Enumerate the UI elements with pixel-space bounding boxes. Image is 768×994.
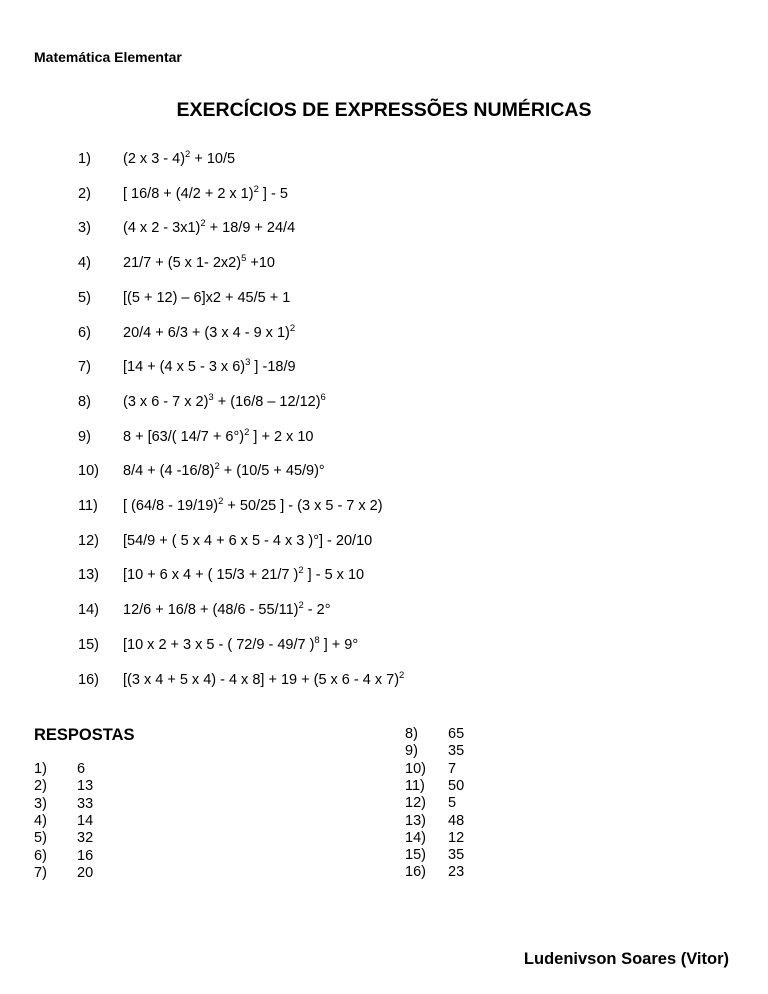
answer-value: 16	[77, 847, 94, 864]
answer-value: 35	[448, 743, 465, 760]
exercise-number: 9)	[78, 428, 91, 445]
answer-value: 65	[448, 726, 465, 742]
expression-text: 8/4 + (4 -16/8)	[123, 463, 215, 480]
answer-value: 50	[448, 777, 465, 794]
exponent: 2	[244, 426, 250, 438]
page-title: EXERCÍCIOS DE EXPRESSÕES NUMÉRICAS	[176, 99, 592, 121]
exercise-expression	[123, 151, 235, 167]
expression-text: [ (64/8 - 19/19)	[123, 498, 219, 514]
exercise-expression	[123, 359, 296, 375]
answer-number: 13)	[405, 812, 426, 829]
exercise-expression	[123, 220, 295, 236]
expression-text: + (16/8 – 12/12)	[213, 393, 321, 410]
expression-text: 12/6 + 16/8 + (48/6 - 55/11)	[123, 602, 299, 619]
expression-text: ] - 5	[258, 185, 288, 202]
exercise-number: 12)	[78, 532, 99, 549]
exponent: 2	[253, 183, 259, 195]
expression-text: ] + 9°	[319, 636, 359, 653]
exercise-number: 11)	[78, 498, 98, 514]
exercise-number: 7)	[78, 359, 91, 376]
answer-number: 1)	[34, 761, 47, 777]
answer-value: 5	[448, 795, 457, 812]
expression-text: + 10/5	[190, 151, 236, 167]
exercise-expression	[123, 426, 314, 445]
answer-value: 48	[448, 812, 465, 829]
exponent: 2	[289, 322, 296, 334]
answer-value: 12	[448, 829, 465, 846]
answer-number: 4)	[34, 812, 47, 829]
expression-text: (4 x 2 - 3x1)	[123, 220, 201, 237]
answer-number: 9)	[405, 743, 418, 760]
answers-title: RESPOSTAS	[34, 726, 135, 744]
document-header: Matemática Elementar	[34, 49, 182, 65]
exercise-expression	[123, 567, 364, 583]
exercise-number: 10)	[78, 463, 99, 480]
exponent: 6	[320, 391, 326, 403]
answer-number: 12)	[405, 795, 426, 812]
answer-number: 10)	[405, 760, 426, 777]
exercise-number: 3)	[78, 220, 91, 237]
expression-text: ] -18/9	[250, 359, 296, 376]
exponent: 2	[200, 218, 206, 230]
expression-text: [(3 x 4 + 5 x 4) - 4 x 8] + 19 + (5 x 6 - 4 x 7)	[123, 671, 400, 688]
exponent: 2	[218, 496, 224, 507]
exercise-expression	[123, 634, 359, 653]
answer-number: 8)	[405, 726, 418, 742]
exponent: 3	[208, 391, 214, 403]
exercise-expression	[123, 255, 275, 271]
answer-number: 14)	[405, 829, 426, 846]
expression-text: (2 x 3 - 4)	[123, 151, 186, 167]
author-name: Ludenivson Soares (Vitor)	[523, 950, 729, 968]
expression-text: - 2°	[303, 602, 331, 619]
exponent: 8	[314, 634, 320, 646]
exercise-number: 15)	[78, 636, 99, 653]
expression-text: + (10/5 + 45/9)°	[219, 463, 325, 480]
expression-text: 8 + [63/( 14/7 + 6°)	[123, 428, 245, 445]
exponent: 2	[298, 565, 304, 577]
exercise-expression	[123, 391, 326, 410]
answer-number: 2)	[34, 778, 47, 795]
answer-value: 32	[77, 830, 94, 847]
answer-value: 35	[448, 847, 465, 864]
expression-text: [ 16/8 + (4/2 + 2 x 1)	[123, 185, 254, 202]
exercise-expression	[123, 602, 331, 618]
exercise-expression	[123, 669, 405, 688]
exercise-number: 1)	[78, 151, 91, 167]
answer-value: 13	[77, 778, 94, 795]
expression-text: 21/7 + (5 x 1- 2x2)	[123, 255, 242, 272]
exponent: 2	[399, 669, 405, 681]
expression-text: 20/4 + 6/3 + (3 x 4 - 9 x 1)	[123, 324, 290, 341]
answer-number: 11)	[405, 777, 425, 794]
exercise-expression	[123, 498, 383, 514]
exponent: 2	[185, 149, 191, 160]
answer-value: 7	[448, 760, 457, 777]
expression-text: + 50/25 ] - (3 x 5 - 7 x 2)	[223, 498, 383, 514]
exercise-number: 13)	[78, 567, 99, 584]
answer-number: 15)	[405, 847, 426, 864]
expression-text: + 18/9 + 24/4	[205, 220, 296, 237]
expression-text: (3 x 6 - 7 x 2)	[123, 393, 209, 410]
exercise-expression	[123, 290, 290, 306]
exercise-expression	[123, 322, 296, 341]
exercise-number: 5)	[78, 289, 91, 306]
expression-text: [10 + 6 x 4 + ( 15/3 + 21/7 )	[123, 567, 299, 584]
exercise-expression	[123, 183, 288, 202]
answer-number: 3)	[34, 795, 47, 812]
exercise-expression	[123, 463, 325, 479]
answer-number: 6)	[34, 847, 47, 864]
expression-text: ] + 2 x 10	[249, 428, 314, 445]
expression-text: [14 + (4 x 5 - 3 x 6)	[123, 359, 246, 376]
exercise-number: 6)	[78, 324, 91, 341]
answer-value: 33	[77, 795, 94, 812]
expression-text: ] - 5 x 10	[303, 567, 365, 584]
expression-text: +10	[246, 255, 275, 272]
expression-text: [(5 + 12) – 6]x2 + 45/5 + 1	[123, 289, 291, 306]
answer-value: 6	[77, 761, 86, 777]
answer-number: 5)	[34, 830, 47, 847]
exponent: 2	[298, 600, 304, 612]
exercise-expression	[123, 533, 372, 549]
exponent: 3	[245, 357, 251, 369]
exponent: 5	[241, 253, 247, 265]
answer-number: 16)	[405, 864, 426, 881]
expression-text: [54/9 + ( 5 x 4 + 6 x 5 - 4 x 3 )°] - 20/10	[123, 532, 373, 549]
answer-value: 20	[77, 864, 94, 881]
answer-value: 23	[448, 864, 465, 881]
exercise-number: 2)	[78, 185, 91, 202]
answer-number: 7)	[34, 864, 47, 881]
exercise-number: 16)	[78, 671, 99, 688]
expression-text: [10 x 2 + 3 x 5 - ( 72/9 - 49/7 )	[123, 636, 315, 653]
answer-value: 14	[77, 812, 94, 829]
exercise-number: 14)	[78, 602, 99, 619]
exponent: 2	[214, 461, 220, 473]
exercise-number: 4)	[78, 255, 91, 272]
exercise-number: 8)	[78, 393, 91, 410]
